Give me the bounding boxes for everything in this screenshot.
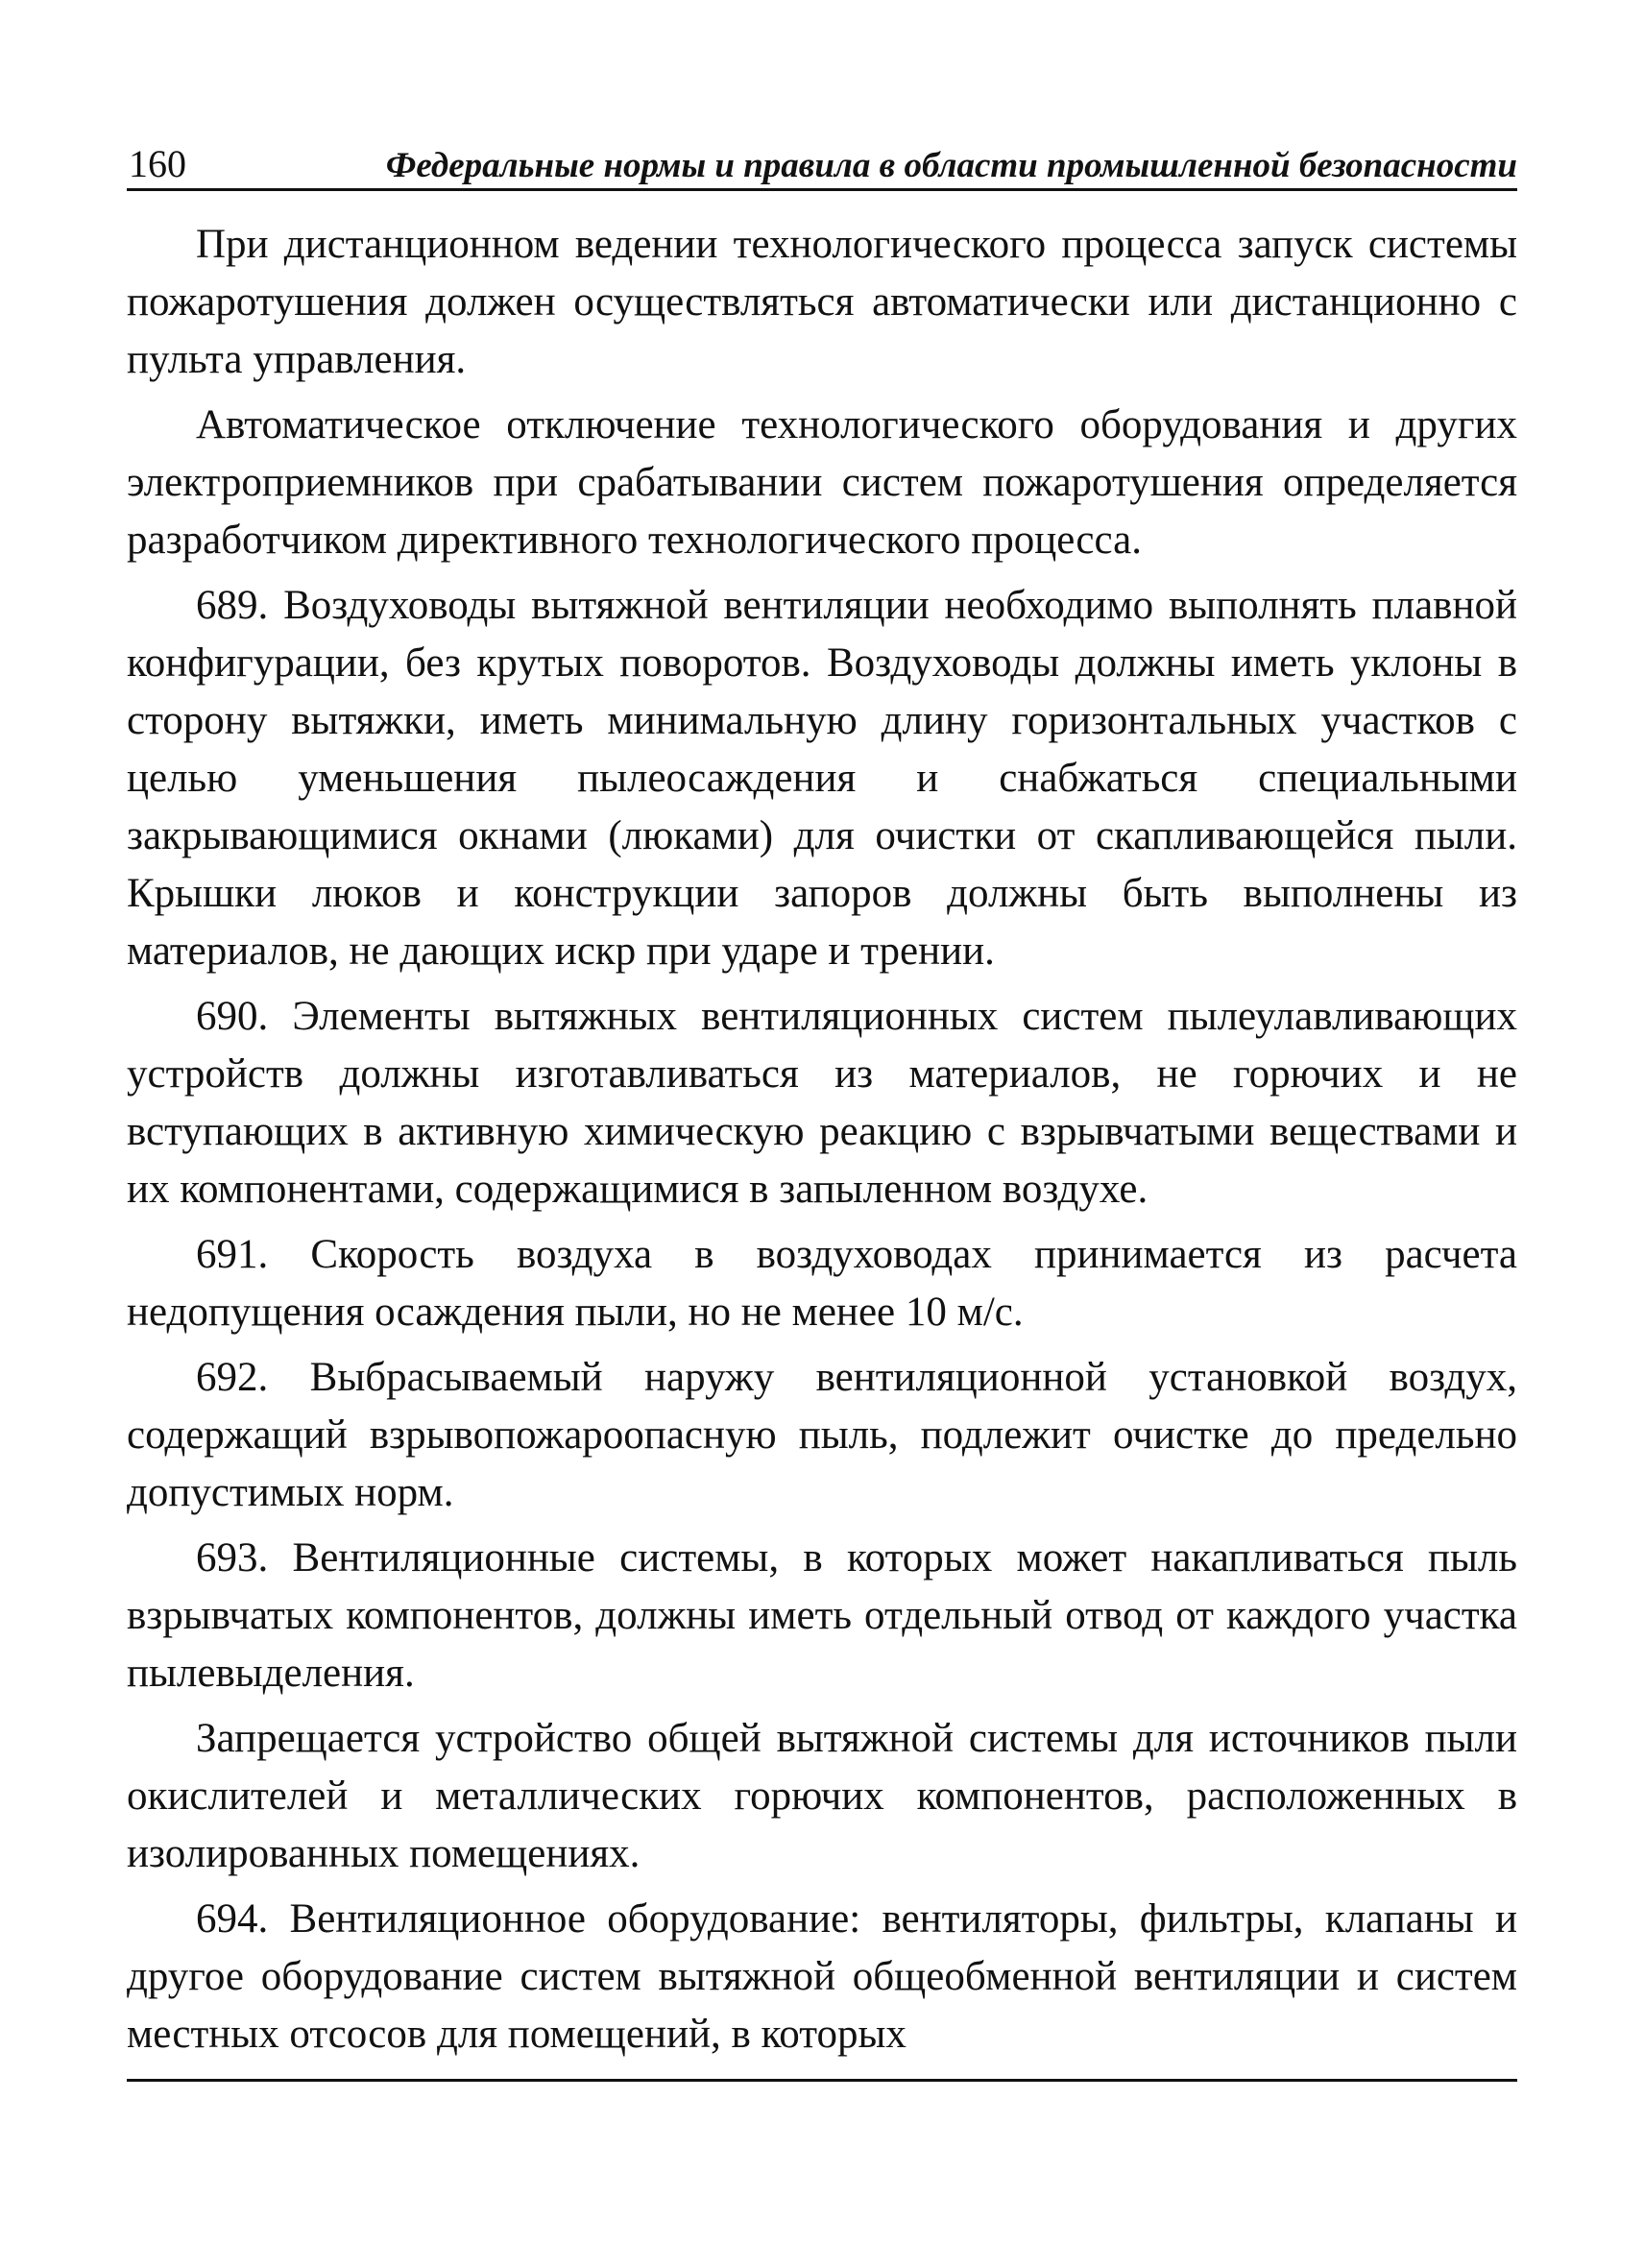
page-header: [127, 144, 1517, 191]
paragraph-689: 689. Воздуховоды вытяжной вентиляции необходимо выполнять плавной конфигурации, без крутых поворотов. Воздуховоды должны иметь уклоны в сторону вытяжки, иметь минимальную длину горизонтальных участков с целью уменьшения пылеосаждения и снабжаться специальными закрывающимися окнами (люками) для очистки от скапливающейся пыли. Крышки люков и конструкции запоров должны быть выполнены из материалов, не дающих искр при ударе и трении.: [127, 583, 1517, 974]
page-number: 160: [129, 142, 186, 185]
paragraph-690: 690. Элементы вытяжных вентиляционных систем пылеулавливающих устройств должны изготавливаться из материалов, не горючих и не вступающих в активную химическую реакцию с взрывчатыми веществами и их компонентами, содержащимися в запыленном воздухе.: [127, 994, 1517, 1212]
body-text: [127, 216, 1517, 2071]
paragraph-prohibition: Запрещается устройство общей вытяжной системы для источников пыли окислителей и металлических горючих компонентов, расположенных в изолированных помещениях.: [127, 1716, 1517, 1876]
running-title: Федеральные нормы и правила в области промышленной безопасности: [385, 146, 1517, 185]
paragraph-692: 692. Выбрасываемый наружу вентиляционной установкой воздух, содержащий взрывопожароопасную пыль, подлежит очистке до предельно допустимых норм.: [127, 1355, 1517, 1515]
paragraph-694: 694. Вентиляционное оборудование: вентиляторы, фильтры, клапаны и другое оборудование систем вытяжной общеобменной вентиляции и систем местных отсосов для помещений, в которых: [127, 1896, 1517, 2057]
paragraph-remote-start: При дистанционном ведении технологического процесса запуск системы пожаротушения должен осуществляться автоматически или дистанционно с пульта управления.: [127, 222, 1517, 382]
paragraph-691: 691. Скорость воздуха в воздуховодах принимается из расчета недопущения осаждения пыли, но не менее 10 м/с.: [127, 1232, 1517, 1335]
paragraph-693: 693. Вентиляционные системы, в которых может накапливаться пыль взрывчатых компонентов, должны иметь отдельный отвод от каждого участка пылевыделения.: [127, 1535, 1517, 1696]
paragraph-auto-shutdown: Автоматическое отключение технологического оборудования и других электроприемников при срабатывании систем пожаротушения определяется разработчиком директивного технологического процесса.: [127, 402, 1517, 563]
footer-rule: [127, 2079, 1517, 2082]
